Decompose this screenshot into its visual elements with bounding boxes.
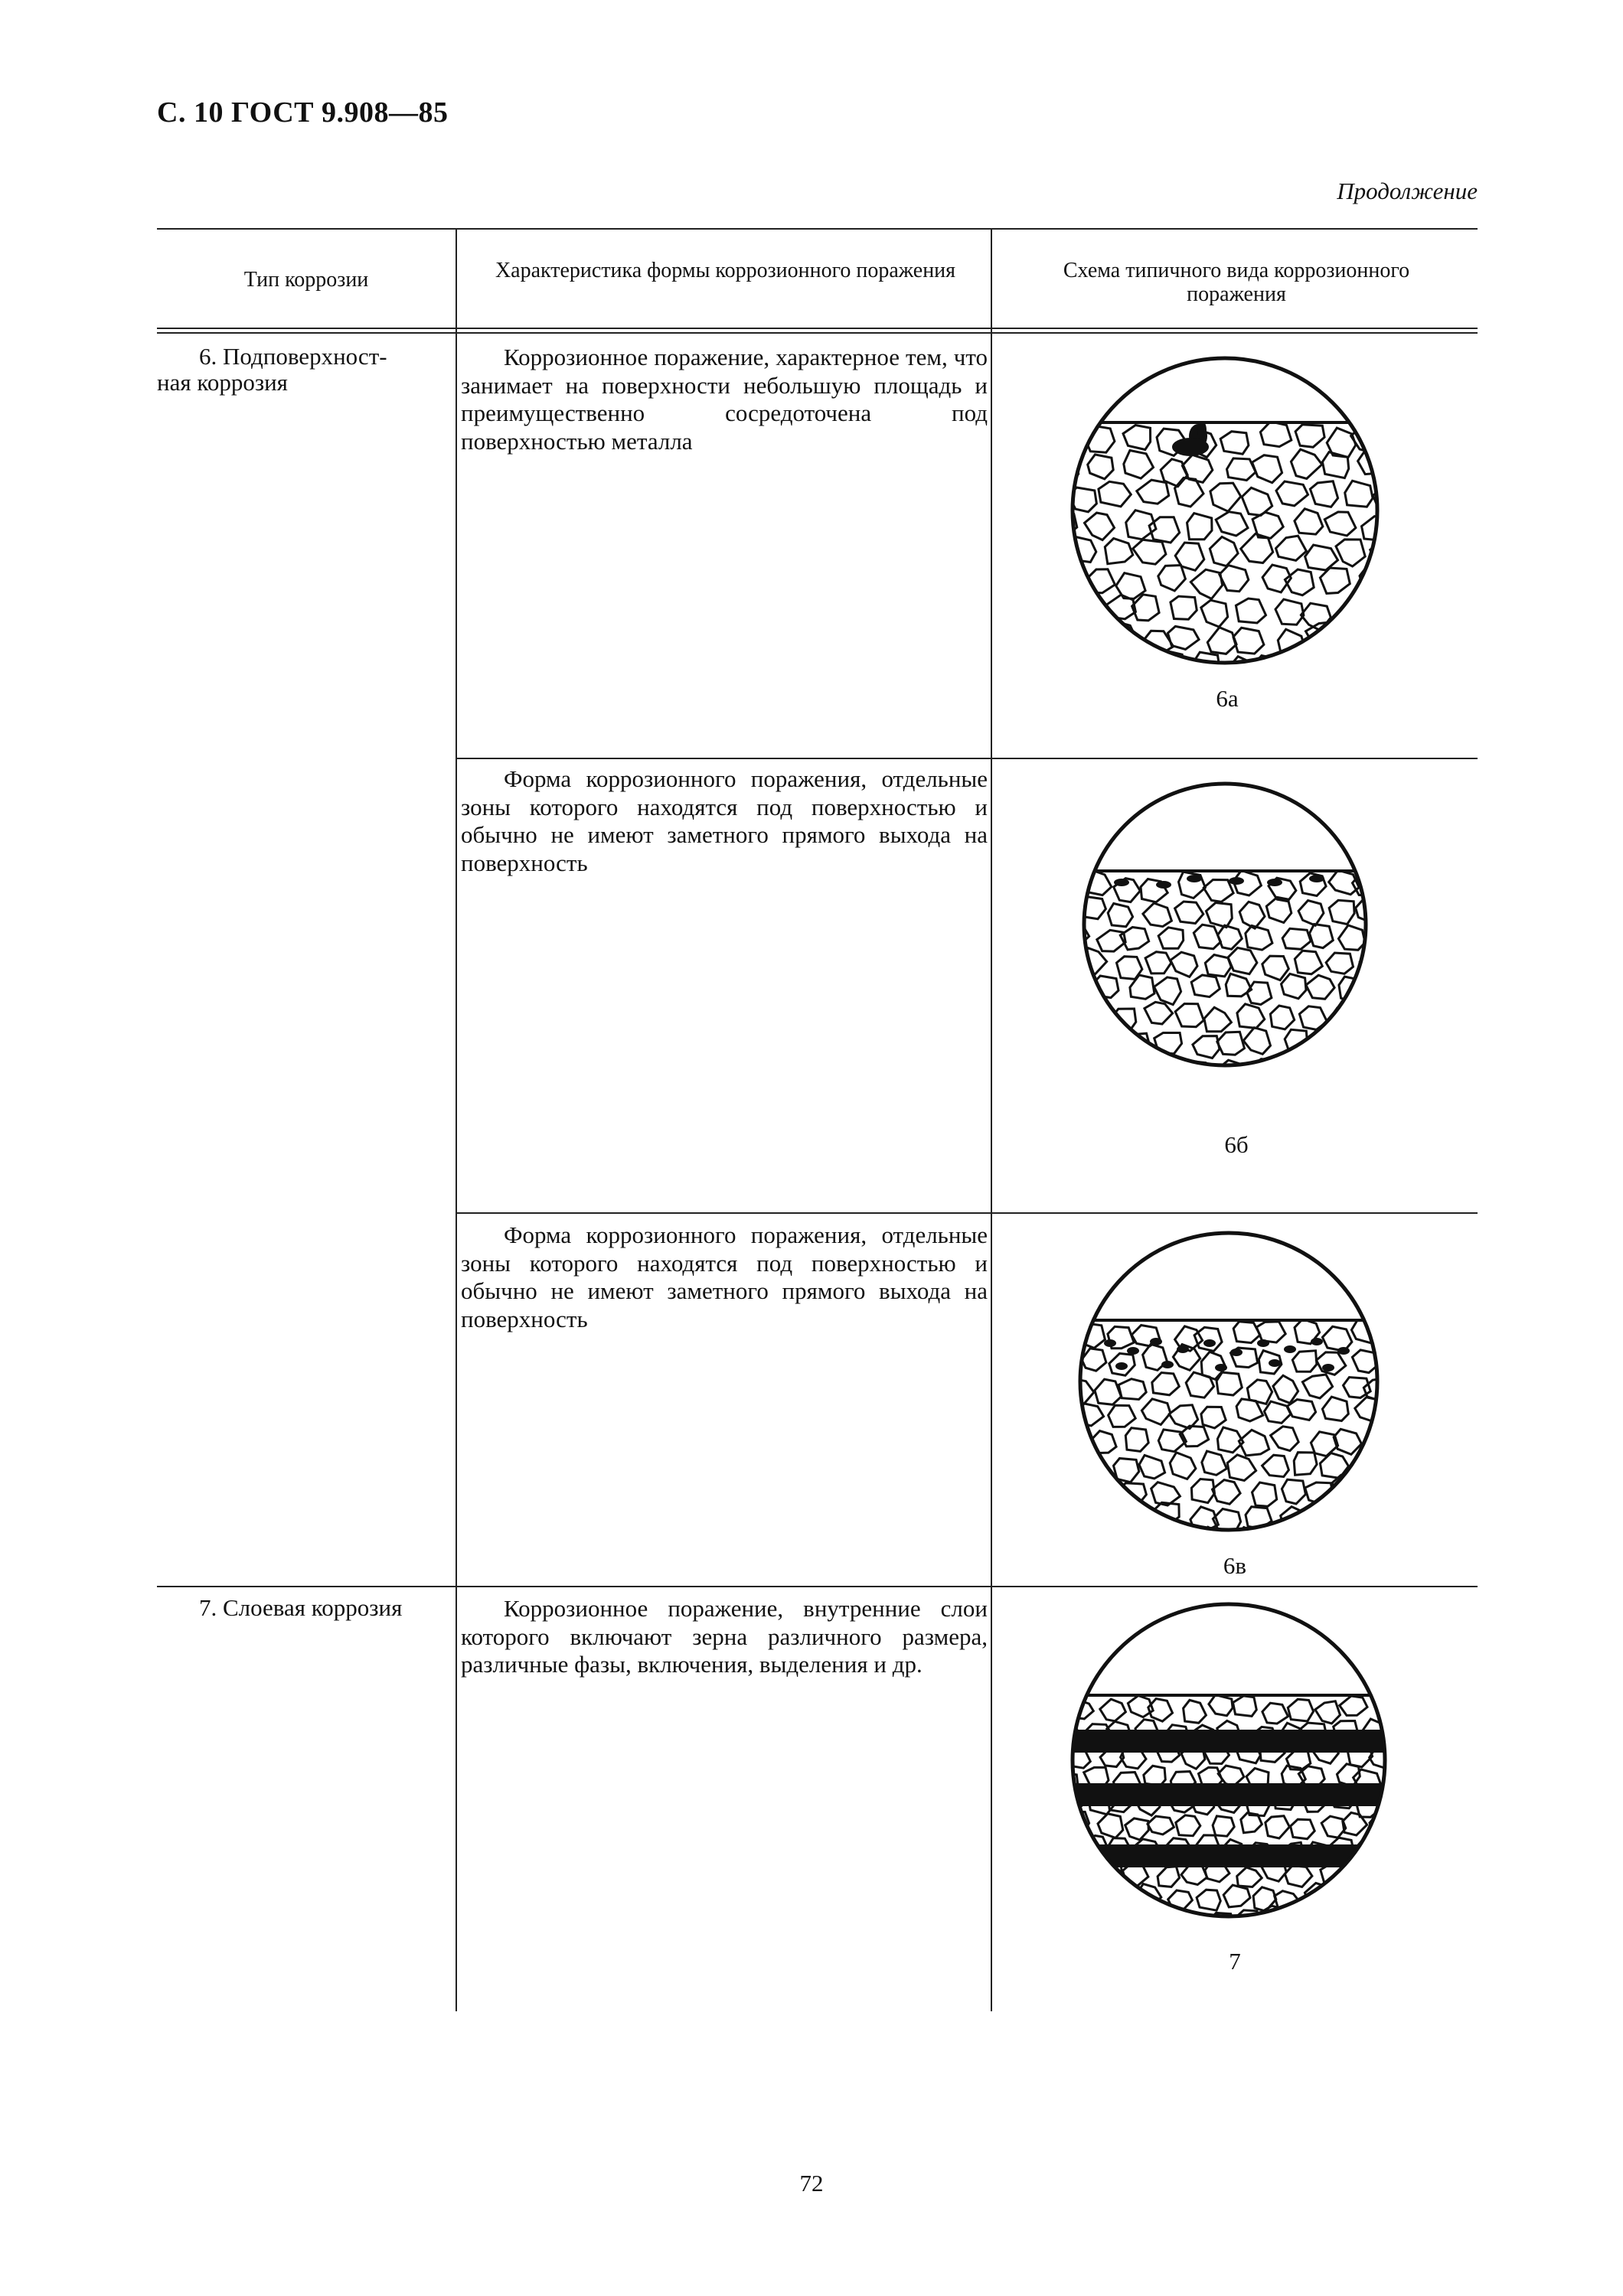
- table-top-rule: [157, 228, 1478, 230]
- figure-caption-7: 7: [1229, 1948, 1241, 1975]
- table-header-rule-2: [157, 332, 1478, 334]
- row-description-6v: Форма коррозионного поражения, отдельные зоны которого находятся под поверхностью и обычно не имеют заметного прямого выхода на поверхность: [461, 1221, 988, 1332]
- row-divider-6-7: [157, 1586, 1478, 1587]
- row-type-6-line-2: ная коррозия: [157, 369, 288, 396]
- row-type-6-line-1: 6. Подповерхност-: [199, 343, 387, 370]
- subsurface-corrosion-dots-icon: [1076, 1228, 1382, 1534]
- continuation-label: Продолжение: [1337, 178, 1478, 204]
- figure-caption-6v: 6в: [1223, 1552, 1247, 1579]
- row-divider-6b-6v: [456, 1212, 1478, 1214]
- row-type-6: [157, 344, 452, 396]
- page-number: 72: [799, 2170, 824, 2197]
- column-divider-1: [456, 228, 457, 2011]
- row-type-7: 7. Слоевая коррозия: [199, 1594, 403, 1621]
- row-description-7: Коррозионное поражение, внутренние слои которого включают зерна различного размера, различные фазы, включения, выделения и др.: [461, 1595, 988, 1678]
- column-header-description: Характеристика формы коррозионного поражения: [495, 259, 956, 282]
- row-description-6b: Форма коррозионного поражения, отдельные зоны которого находятся под поверхностью и обычно не имеют заметного прямого выхода на поверхность: [461, 765, 988, 876]
- column-header-scheme: Схема типичного вида коррозионного поражения: [1063, 259, 1410, 306]
- table-header-rule: [157, 328, 1478, 329]
- column-divider-2: [991, 228, 992, 2011]
- row-description-6a: Коррозионное поражение, характерное тем, что занимает на поверхности небольшую площадь и преимущественно сосредоточена под поверхностью металла: [461, 344, 988, 455]
- column-header-type: Тип коррозии: [243, 268, 369, 292]
- page-header: С. 10 ГОСТ 9.908—85: [157, 96, 449, 129]
- layer-corrosion-icon: [1068, 1600, 1390, 1921]
- subsurface-corrosion-zones-icon: [1079, 779, 1370, 1070]
- subsurface-corrosion-pit-icon: [1068, 354, 1382, 667]
- row-divider-6a-6b: [456, 758, 1478, 759]
- figure-caption-6b: 6б: [1224, 1131, 1249, 1158]
- figure-caption-6a: 6а: [1216, 685, 1239, 712]
